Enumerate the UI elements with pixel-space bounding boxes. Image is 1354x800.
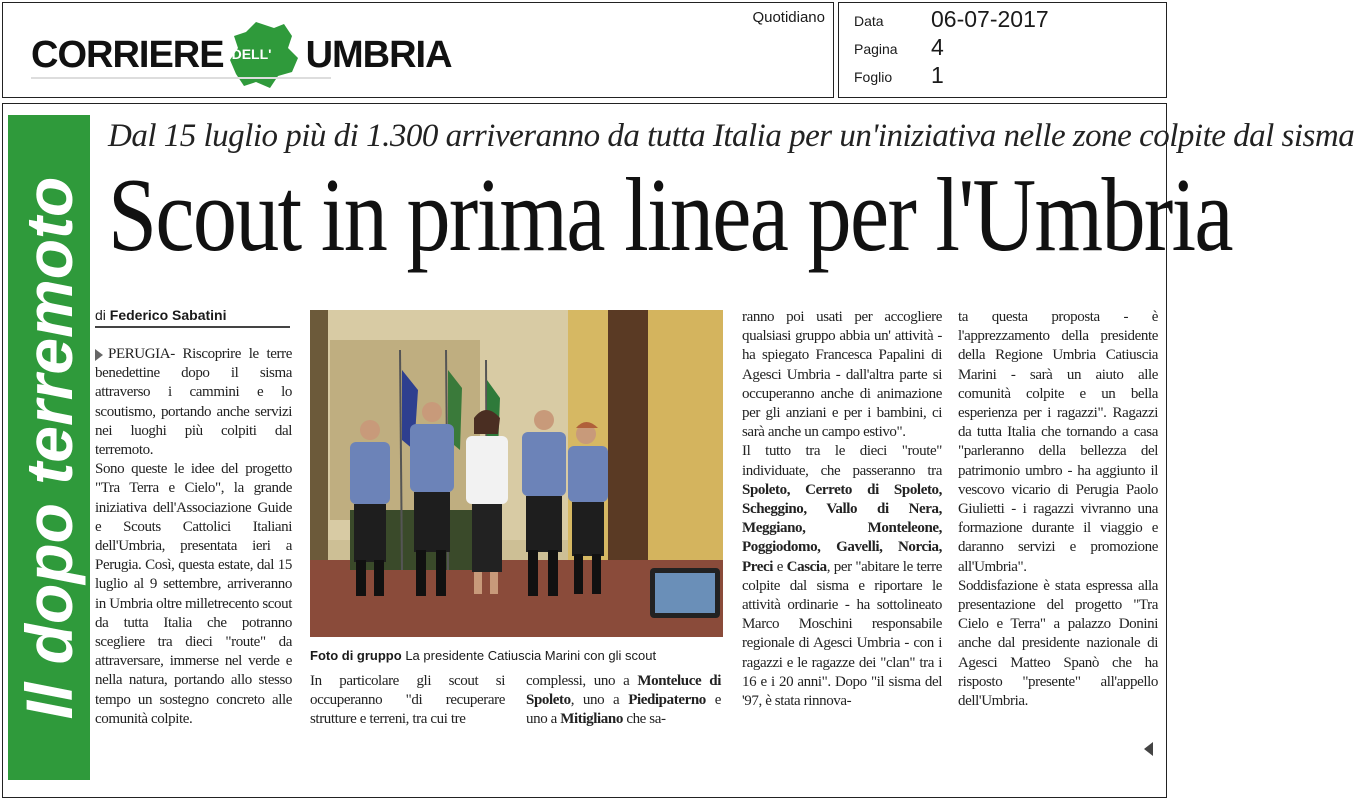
place-name: Cascia (786, 558, 827, 575)
column-3 (526, 672, 721, 730)
author-name: Federico Sabatini (109, 307, 227, 323)
dateline-city: PERUGIA (108, 346, 171, 362)
text-run: - Riscoprire le terre benedettine dopo il sisma attraverso i cammini e lo scoutismo, portando anche servizi nei luoghi più colpiti dal terremoto. (95, 346, 292, 459)
text-run: e uno a (526, 692, 722, 728)
logo-underline (31, 77, 331, 79)
group-photo (310, 310, 723, 637)
text-run: che sa- (626, 711, 666, 728)
place-name: Mitigliano (560, 711, 623, 728)
column-4 (742, 308, 942, 711)
paragraph: ranno poi usati per accogliere qualsiasi gruppo abbia un' attività - ha spiegato Francesca Papalini di Agesci Umbria - dall'altra parte si occuperanno anche di animazione per gli anziani e per i bambini, ci sarà anche un campo estivo". (742, 309, 942, 441)
text-run: , uno a (570, 692, 620, 709)
caption-title: Foto di gruppo (310, 648, 402, 663)
byline-prefix: di (95, 307, 106, 323)
umbria-emblem-icon (226, 20, 304, 90)
paragraph (526, 672, 721, 730)
end-of-article-icon (1144, 742, 1153, 756)
paragraph: In particolare gli scout si occuperanno "di recuperare strutture e terreni, tra cui tre (310, 673, 505, 728)
paragraph: ta questa proposta - è l'apprezzamento della presidente della Regione Umbria Catiuscia Marini - sarà un aiuto alle comunità colpite e un bella esperienza per i ragazzi". Ragazzi da tutta Italia che tornando a casa "parleranno della bellezza del patrimonio umbro - ha aggiunto il vescovo vicario di Perugia Paolo Giulietti - i ragazzi vivranno una formazione durante il viaggio e daranno servizi e promozione all'Umbria". (958, 309, 1158, 575)
paragraph (95, 345, 292, 460)
logo-text-left: CORRIERE (31, 33, 224, 76)
text-run: e (776, 558, 783, 575)
page-value: 4 (931, 34, 944, 60)
text-run: , per "abitare le terre colpite dal sisma e riportare le attività ordinarie - ha sottolineato Marco Moschini responsabile regionale di Agesci Umbria - con i ragazzi e le ragazze dei "clan" tra i 16 e i 20 anni". Dopo "il sisma del '97, è stata rinnova- (742, 558, 942, 710)
column-2 (310, 672, 505, 730)
newspaper-logo (31, 25, 452, 85)
paragraph: Soddisfazione è stata espressa alla presentazione del progetto "Tra Cielo e Terra" a palazzo Donini anche dal presidente nazionale di Agesci Matteo Spanò che ha risposto "presente" all'appello dell'Umbria. (958, 577, 1158, 710)
paragraph: Sono queste le idee del progetto "Tra Terra e Cielo", la grande iniziativa dell'Associazione Guide e Scouts Cattolici Italiani dell'Umbria, presentata ieri a Perugia. Così, questa estate, dal 15 luglio al 9 settembre, arriveranno in Umbria oltre milletrecento scout da tutta Italia che potranno scegliere tra dieci "route" da attraversare, immerse nel verde e nella natura, portando allo stesso tempo un sostegno concreto alle comunità colpite. (95, 461, 292, 727)
date-label: Data (854, 13, 884, 29)
text-run: complessi, uno a (526, 673, 630, 689)
president-figure (466, 410, 508, 594)
place-name: Monteluce di Spoleto (526, 673, 721, 709)
byline (95, 307, 290, 328)
sheet-label: Foglio (854, 69, 893, 85)
sheet-value: 1 (931, 62, 944, 88)
arrow-icon (95, 349, 103, 361)
section-title: Il dopo terremoto (12, 176, 86, 720)
metadata-box (838, 2, 1167, 98)
kicker: Dal 15 luglio più di 1.300 arriveranno da tutta Italia per un'iniziativa nelle zone colpite dal sisma (108, 118, 1354, 154)
photo-caption (310, 648, 730, 663)
caption-text: La presidente Catiuscia Marini con gli scout (405, 648, 657, 663)
masthead-box (2, 2, 834, 98)
paragraph (742, 442, 942, 711)
page-label: Pagina (854, 41, 898, 57)
column-1 (95, 345, 292, 729)
logo-emblem-text: DELL' (231, 46, 272, 62)
date-value: 06-07-2017 (931, 6, 1049, 32)
place-list: Spoleto, Cerreto di Spoleto, Scheggino, Vallo di Nera, Meggiano, Monteleone, Poggiodomo, Gavelli, Norcia, Preci (742, 481, 942, 575)
text-run: Il tutto tra le dieci "route" individuate, che passeranno tra (742, 443, 942, 479)
headline: Scout in prima linea per l'Umbria (108, 156, 1232, 273)
column-5 (958, 308, 1158, 711)
place-name: Piedipaterno (628, 692, 706, 709)
logo-text-right: UMBRIA (305, 33, 452, 76)
publication-type: Quotidiano (752, 9, 825, 26)
